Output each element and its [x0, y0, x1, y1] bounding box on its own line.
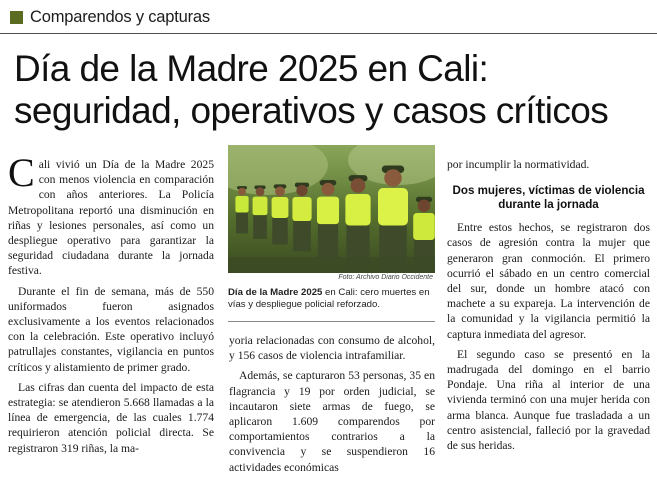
drop-cap: C [8, 150, 35, 195]
photo-caption [228, 287, 435, 311]
paragraph-7: Entre estos hechos, se registraron dos casos de agresión contra la mujer que generaron gran conmoción. El primero ocurrió el sábado en un centro comercial del sur, donde un hombre atacó con machete a su expareja. La intervención de la comunidad y la vigilancia permitió la captura inmediata del agresor. [447, 221, 650, 341]
header-rule [0, 33, 657, 34]
headline [14, 48, 654, 132]
paragraph-3: Las cifras dan cuenta del impacto de esta estrategia: se atendieron 5.668 llamadas a la línea de emergencia, de las cuales 1.774 requirieron atención policial directa. Se registraron 319 riñas, la ma- [8, 380, 214, 455]
subheading: Dos mujeres, víctimas de violencia durante la jornada [452, 184, 645, 212]
caption-bold: Día de la Madre 2025 [228, 287, 323, 298]
paragraph-8: El segundo caso se presentó en la madrugada del domingo en el barrio Pondaje. Una riña al interior de una vivienda terminó con una mujer herida con arma blanca. Aunque fue trasladada a un centro asistencial, falleció por la gravedad de sus heridas. [447, 347, 650, 453]
police-officers-photo [228, 145, 435, 273]
paragraph-2: Durante el fin de semana, más de 550 uniformados fueron asignados exclusivamente a los eventos relacionados con la celebración. Este operativo incluyó patrullajes constantes, vigilancia en puntos críticos y alistamiento de primer grado. [8, 284, 214, 374]
article-column-2 [229, 333, 435, 480]
section-header [10, 6, 210, 28]
paragraph-4: yoria relacionadas con consumo de alcohol, y 156 casos de violencia intrafamiliar. [229, 334, 435, 363]
section-marker-icon [10, 11, 23, 24]
article-column-3 [447, 157, 650, 458]
photo-illustration [228, 145, 435, 273]
caption-text: en Cali: cero muertes en vías y despliegue policial reforzado. [228, 287, 430, 310]
headline-line-1: Día de la Madre 2025 en Cali: [14, 48, 489, 89]
section-label: Comparendos y capturas [30, 7, 210, 26]
paragraph-1: Cali vivió un Día de la Madre 2025 con menos violencia en comparación con años anteriores. La Policía Metropolitana reportó una disminución en riñas y lesiones personales, así como un despliegue operativo para garantizar la seguridad ciudadana durante la jornada festiva. [8, 150, 214, 278]
paragraph-5: Además, se capturaron 53 personas, 35 en flagrancia y 19 por orden judicial, se incautaron siete armas de fuego, se aplicaron 1.609 comparendos por comportamientos contrarios a la convivencia y se suspendieron 16 actividades económicas [229, 369, 435, 474]
paragraph-6: por incumplir la normatividad. [447, 158, 590, 171]
article-column-1 [8, 150, 214, 461]
caption-rule [228, 321, 435, 322]
headline-line-2: seguridad, operativos y casos críticos [14, 90, 609, 131]
photo-credit: Foto: Archivo Diario Occidente [338, 274, 433, 281]
